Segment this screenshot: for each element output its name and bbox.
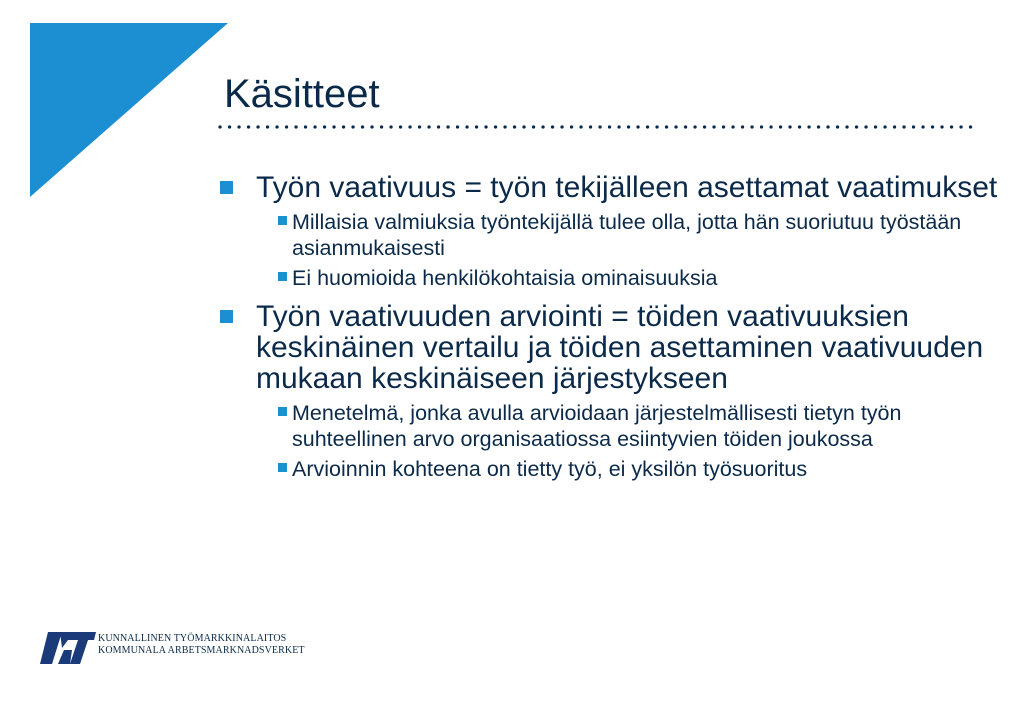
sub-bullet-item [278, 209, 1004, 261]
organization-logo [40, 628, 320, 670]
bullet-item [214, 172, 1004, 203]
sub-bullet-item [278, 456, 1004, 482]
sub-bullet-text: Ei huomioida henkilökohtaisia ominaisuuksia [292, 266, 718, 290]
slide-title: Käsitteet [224, 72, 380, 116]
square-bullet-icon [220, 181, 233, 194]
kt-logo-icon [40, 628, 96, 668]
bullet-text: Työn vaativuuden arviointi = töiden vaativuuksien keskinäinen vertailu ja töiden asettaminen vaativuuden mukaan keskinäiseen järjestykseen [256, 300, 984, 395]
square-bullet-icon [278, 463, 287, 472]
bullet-item [214, 301, 1004, 394]
sub-bullet-text: Millaisia valmiuksia työntekijällä tulee olla, jotta hän suoriutuu työstään asianmukaisesti [292, 210, 962, 260]
logo-text [98, 633, 305, 657]
sub-bullet-item [278, 400, 1004, 452]
sub-bullet-text: Arvioinnin kohteena on tietty työ, ei yksilön työsuoritus [292, 457, 808, 481]
corner-decoration [0, 0, 240, 210]
title-dotted-rule [216, 120, 976, 134]
sub-bullet-item [278, 265, 1004, 291]
logo-line-swedish: KOMMUNALA ARBETSMARKNADSVERKET [98, 645, 305, 656]
square-bullet-icon [278, 407, 287, 416]
logo-line-finnish: KUNNALLINEN TYÖMARKKINALAITOS [98, 633, 287, 644]
square-bullet-icon [278, 272, 287, 281]
bullet-text: Työn vaativuus = työn tekijälleen asettamat vaatimukset [256, 171, 998, 204]
slide-content [214, 172, 1004, 486]
sub-bullet-text: Menetelmä, jonka avulla arvioidaan järjestelmällisesti tietyn työn suhteellinen arvo organisaatiossa esiintyvien töiden joukossa [292, 401, 902, 451]
square-bullet-icon [278, 216, 287, 225]
square-bullet-icon [220, 310, 233, 323]
